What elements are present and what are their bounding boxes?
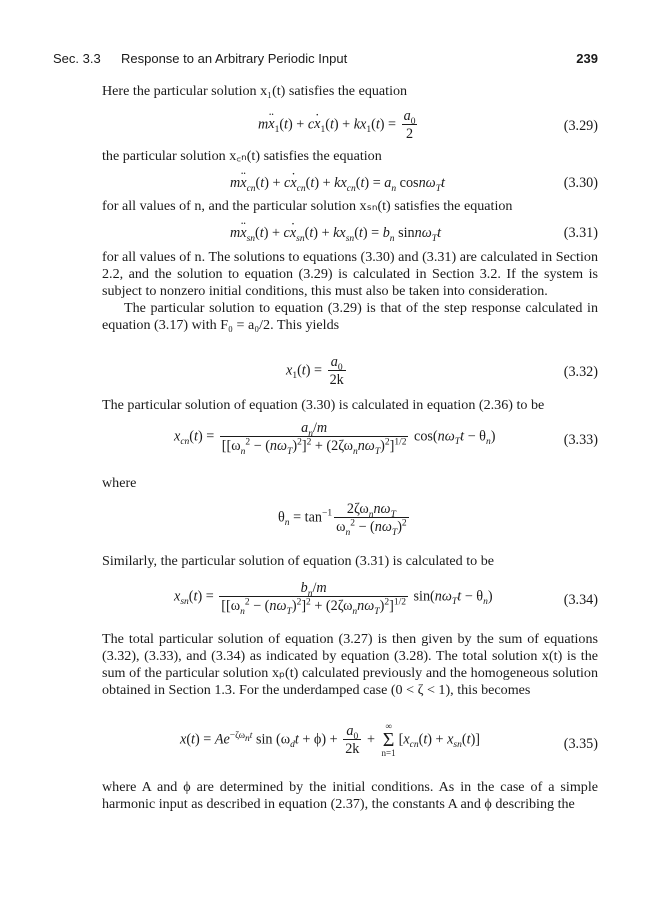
fraction: $\frac{a_0}{2k}$ xyxy=(345,723,360,757)
paragraph-text: the particular solution x꜀ₙ(t) satisfies the equation xyxy=(102,148,382,164)
equation-body: $x_{sn}(t)$ = $\frac{b_n/m}{[[\omega_n^2 - (n\omega_T)^2]^2 + (2\zeta\omega_nn\omega_T)^2]^{1/2}}$ $\sin(n\omega_Tt - \theta_n)$ xyxy=(174,580,493,617)
equation-3-30 xyxy=(102,175,598,195)
equation-body: m¨ $x_{sn}(t)$ + c˙ $x_{sn}(t) + kx_{sn}(t) = b_n$ sinnω$_T$t xyxy=(230,225,441,242)
paragraph-6 xyxy=(102,397,598,414)
equation-number: (3.35) xyxy=(563,736,598,752)
equation-3-33 xyxy=(102,420,598,460)
paragraph-text: The particular solution to equation (3.29) is that of the step response calculated in equation (3.17) with F₀ = a₀/2. This yields xyxy=(102,300,598,333)
fraction: $\frac{2\zeta\omega_nn\omega_T}{\omega_n^2 - (n\omega_T)^2}$ xyxy=(336,501,407,538)
equation-number: (3.34) xyxy=(563,592,598,608)
equation-body: m¨ $x_1(t)$ + c˙ $x_1(t) + kx_1(t)$ = $\frac{a_0}{2}$ xyxy=(258,108,419,142)
paragraph-text: The total particular solution of equation (3.27) is then given by the sum of equations (3.32), (3.33), and (3.34) as indicated by equation (3.28). The total solution x(t) is the sum of the particular solution xₚ(t) calculated previously and the homogeneous solution obtained in Section 1.3. For the underdamped case (0 < ζ < 1), this becomes xyxy=(102,631,598,698)
paragraph-8 xyxy=(102,553,598,570)
equation-number: (3.30) xyxy=(563,175,598,191)
equation-body: $x_1(t)$ = $\frac{a_0}{2k}$ xyxy=(286,354,344,388)
equation-number: (3.33) xyxy=(563,432,598,448)
equation-body: m¨ $x_{cn}(t)$ + c˙ $x_{cn}(t) + kx_{cn}(t) = a_n$ cosnω$_T$t xyxy=(230,175,445,192)
fraction: $\frac{a_n/m}{[[\omega_n^2 - (n\omega_T)^2]^2 + (2\zeta\omega_nn\omega_T)^2]^{1/2}}$ xyxy=(221,420,407,457)
sum-lower: n=1 xyxy=(381,748,396,758)
paragraph-text: where xyxy=(102,475,137,491)
paragraph-2 xyxy=(102,148,598,165)
equation-3-29 xyxy=(102,108,598,144)
section-label: Sec. 3.3 xyxy=(53,51,101,66)
equation-3-31 xyxy=(102,225,598,245)
fraction: $\frac{b_n/m}{[[\omega_n^2 - (n\omega_T)^2]^2 + (2\zeta\omega_nn\omega_T)^2]^{1/2}}$ xyxy=(221,580,406,617)
summation: ∞ Σ n=1 xyxy=(381,721,396,758)
sum-upper: ∞ xyxy=(385,721,392,731)
paragraph-9 xyxy=(102,631,598,699)
fraction: $\frac{a_0}{2}$ xyxy=(403,108,416,142)
paragraph-text: Similarly, the particular solution of equation (3.31) is calculated to be xyxy=(102,553,495,569)
denominator: 2k xyxy=(329,372,344,388)
equation-3-35 xyxy=(102,722,598,766)
equation-number: (3.31) xyxy=(563,225,598,241)
paragraph-text: Here the particular solution x₁(t) satisfies the equation xyxy=(102,83,408,99)
running-header xyxy=(53,51,598,69)
equation-body: $\theta_n = \tan^{-1}$ $\frac{2\zeta\omega_nn\omega_T}{\omega_n^2 - (n\omega_T)^2}$ xyxy=(278,501,407,538)
paragraph-3 xyxy=(102,198,598,215)
paragraph-text: The particular solution of equation (3.30) is calculated in equation (2.36) to be xyxy=(102,397,545,413)
running-title: Response to an Arbitrary Periodic Input xyxy=(121,51,348,66)
equation-number: (3.29) xyxy=(563,118,598,134)
paragraph-4 xyxy=(102,249,598,334)
paragraph-text: where A and ϕ are determined by the initial conditions. As in the case of a simple harmonic input as described in equation (2.37), the constants A and ϕ describing the xyxy=(102,779,598,812)
equation-body: $x(t) = Ae^{-\zeta\omega_nt}$ $\sin (\omega_dt + \phi)$ + $\frac{a_0}{2k}$ + ∞ Σ n=1 $[x_{cn}(t) + x_{sn}(t)]$ xyxy=(180,721,481,758)
paragraph-10 xyxy=(102,779,598,813)
equation-theta-n xyxy=(102,501,598,541)
equation-body: $x_{cn}(t)$ = $\frac{a_n/m}{[[\omega_n^2 - (n\omega_T)^2]^2 + (2\zeta\omega_nn\omega_T)^2]^{1/2}}$ $\cos(n\omega_Tt - \theta_n)$ xyxy=(174,420,496,457)
fraction: $\frac{a_0}{2k}$ xyxy=(329,354,344,388)
paragraph-text: for all values of n. The solutions to equations (3.30) and (3.31) are calculated in Section 2.2, and the solution to equation (3.29) is calculated in Section 3.2. If the system is subject to nonzero initial conditions, this must also be taken into consideration. xyxy=(102,249,598,299)
denominator: 2k xyxy=(345,741,360,757)
equation-number: (3.32) xyxy=(563,364,598,380)
page-number: 239 xyxy=(576,51,598,66)
paragraph-7 xyxy=(102,475,598,492)
equation-3-34 xyxy=(102,580,598,620)
equation-3-32 xyxy=(102,354,598,390)
paragraph-text: for all values of n, and the particular solution xₛₙ(t) satisfies the equation xyxy=(102,198,513,214)
paragraph-1 xyxy=(102,83,598,100)
